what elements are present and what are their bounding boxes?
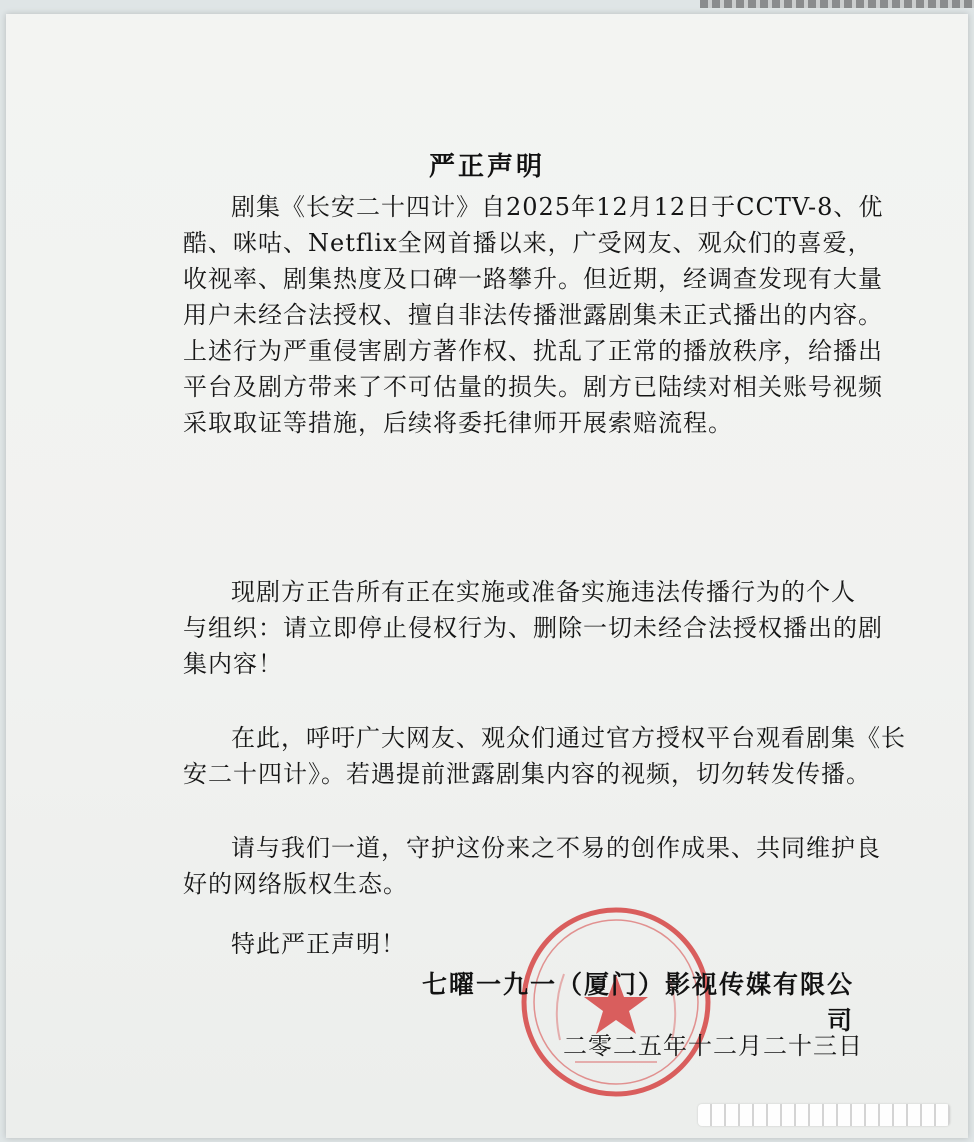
- document-page: [6, 14, 968, 1138]
- paragraph-line: 与组织：请立即停止侵权行为、删除一切未经合法授权播出的剧: [183, 614, 883, 642]
- paragraph-line: 特此严正声明！: [231, 930, 406, 958]
- paragraph-line: 收视率、剧集热度及口碑一路攀升。但近期，经调查发现有大量: [183, 265, 883, 293]
- paragraph-line: 集内容！: [183, 650, 283, 678]
- paragraph-line: 采取取证等措施，后续将委托律师开展索赔流程。: [183, 409, 733, 437]
- paragraph-line: 上述行为严重侵害剧方著作权、扰乱了正常的播放秩序，给播出: [183, 337, 883, 365]
- paragraph-4: [183, 830, 881, 902]
- paragraph-line: 在此，呼吁广大网友、观众们通过官方授权平台观看剧集《长: [231, 724, 906, 752]
- watermark-strip: [698, 1104, 950, 1126]
- paragraph-line: 好的网络版权生态。: [183, 870, 408, 898]
- paragraph-line: 用户未经合法授权、擅自非法传播泄露剧集未正式播出的内容。: [183, 301, 883, 329]
- paragraph-line: 剧集《长安二十四计》自2025年12月12日于CCTV-8、优: [231, 193, 884, 221]
- scan-edge-strip: [700, 0, 974, 8]
- paragraph-line: 请与我们一道，守护这份来之不易的创作成果、共同维护良: [231, 834, 881, 862]
- paragraph-line: 安二十四计》。若遇提前泄露剧集内容的视频，切勿转发传播。: [183, 760, 871, 788]
- company-name: 七曜一九一（厦门）影视传媒有限公司: [421, 970, 854, 1035]
- document-date: 二零二五年十二月二十三日: [563, 1032, 863, 1060]
- paragraph-line: 酷、咪咕、Netflix全网首播以来，广受网友、观众们的喜爱，: [183, 229, 873, 257]
- paragraph-2: [183, 574, 883, 682]
- paragraph-line: 平台及剧方带来了不可估量的损失。剧方已陆续对相关账号视频: [183, 373, 883, 401]
- paragraph-1: [183, 189, 884, 441]
- paragraph-3: [183, 720, 906, 792]
- paragraph-line: 现剧方正告所有正在实施或准备实施违法传播行为的个人: [231, 578, 856, 606]
- document-title: 严正声明: [428, 152, 545, 182]
